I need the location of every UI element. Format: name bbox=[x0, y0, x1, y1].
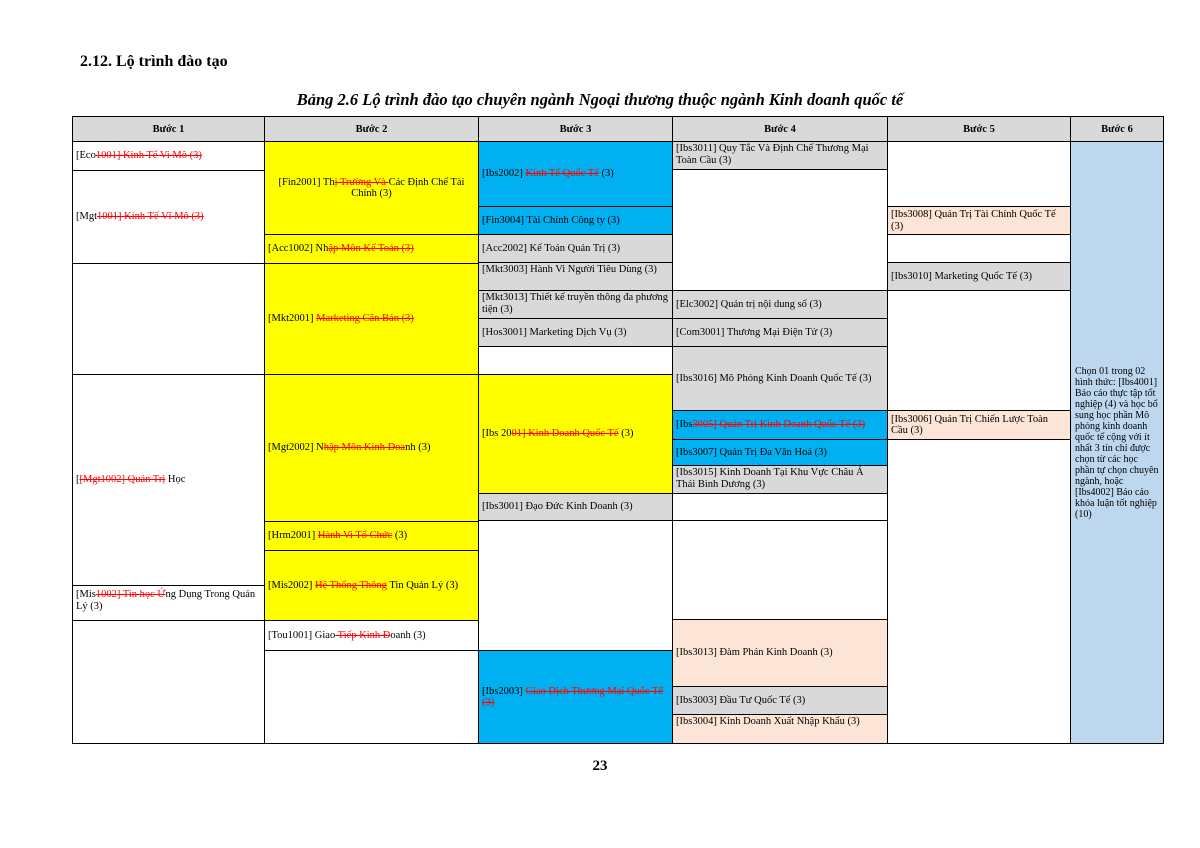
struck-text: 1001] Kinh Tế Vi Mô (3) bbox=[95, 150, 202, 162]
course-text-part: [Ibs3003] Đầu Tư Quốc Tế (3) bbox=[676, 694, 806, 706]
course-text bbox=[482, 501, 633, 513]
struck-text: Giao Dịch Thương Mại Quốc Tế (3) bbox=[482, 685, 664, 708]
header-step-2: Bước 2 bbox=[264, 116, 479, 142]
course-text-part: Học bbox=[165, 474, 186, 486]
course-text bbox=[676, 716, 860, 728]
empty-cell bbox=[672, 169, 888, 291]
course-cell bbox=[264, 234, 479, 264]
course-text-part: oanh (3) bbox=[390, 629, 426, 641]
course-cell bbox=[887, 262, 1071, 291]
course-text-part: [Ibs bbox=[676, 419, 693, 431]
course-text bbox=[482, 428, 633, 440]
course-text-part: [Mkt2001] bbox=[268, 313, 317, 325]
empty-cell bbox=[72, 620, 265, 744]
course-cell bbox=[672, 141, 888, 170]
course-text-part: [Fin3004] Tài Chính Công ty (3) bbox=[482, 214, 620, 226]
course-text bbox=[76, 150, 202, 162]
course-text bbox=[676, 373, 872, 385]
empty-cell bbox=[672, 520, 888, 620]
empty-cell bbox=[478, 520, 673, 651]
course-text bbox=[891, 414, 1067, 437]
course-cell bbox=[478, 206, 673, 235]
struck-text: Marketing Căn Bản (3) bbox=[316, 313, 414, 325]
course-cell bbox=[672, 346, 888, 411]
course-text-part: (3) bbox=[392, 530, 408, 542]
course-text bbox=[76, 474, 185, 486]
section-title: 2.12. Lộ trình đào tạo bbox=[80, 53, 228, 70]
course-text-part: [Fin2001] Th bbox=[278, 176, 335, 188]
course-text bbox=[268, 243, 414, 255]
course-text bbox=[268, 580, 458, 592]
course-text bbox=[676, 447, 827, 459]
training-roadmap-table bbox=[72, 116, 1164, 744]
course-text bbox=[76, 589, 261, 612]
course-cell bbox=[672, 686, 888, 715]
course-text bbox=[1075, 366, 1159, 520]
course-text-part: Chọn 01 trong 02 hình thức: [Ibs4001] Báo cáo thực tập tốt nghiệp (4) và học bổ sung học phần Mô phỏng kinh doanh quốc tế cộng với ít nhất 3 tín chỉ được chọn từ các học phần tự chọn chuyên ngành, hoặc [Ibs4002] Báo cáo khóa luận tốt nghiệp (10) bbox=[1075, 365, 1159, 520]
course-text-part: [Ibs 20 bbox=[482, 428, 512, 440]
course-text-part: [Hrm2001] bbox=[268, 530, 318, 542]
course-cell bbox=[1070, 141, 1164, 744]
struck-text: ập Môn Kế Toán (3) bbox=[328, 243, 414, 255]
course-text bbox=[676, 299, 822, 311]
course-text-part: [Mgt bbox=[76, 211, 97, 223]
course-text-part: [Ibs3001] Đạo Đức Kinh Doanh (3) bbox=[482, 501, 633, 513]
course-cell bbox=[478, 650, 673, 744]
course-cell bbox=[887, 410, 1071, 440]
course-text-part: [Hos3001] Marketing Dịch Vụ (3) bbox=[482, 326, 627, 338]
course-text bbox=[76, 211, 204, 223]
course-text bbox=[482, 168, 614, 180]
course-text bbox=[482, 215, 620, 227]
course-text-part: [Elc3002] Quản trị nội dung số (3) bbox=[676, 298, 822, 310]
course-text bbox=[891, 209, 1067, 232]
course-cell bbox=[478, 493, 673, 521]
empty-cell bbox=[264, 650, 479, 744]
course-text bbox=[482, 292, 669, 315]
course-text bbox=[482, 264, 657, 276]
course-cell bbox=[478, 262, 673, 291]
course-text-part: [Ibs3007] Quản Trị Đa Văn Hoá (3) bbox=[676, 446, 827, 458]
empty-cell bbox=[672, 493, 888, 521]
course-text bbox=[482, 686, 669, 709]
course-text bbox=[268, 530, 407, 542]
course-text-part: [Acc2002] Kế Toán Quản Trị (3) bbox=[482, 242, 621, 254]
course-text-part: [Ibs2003] bbox=[482, 685, 526, 697]
course-cell bbox=[264, 620, 479, 651]
course-cell bbox=[478, 290, 673, 319]
struck-text: 3005] Quản Trị Kinh Doanh Quốc Tế (3) bbox=[692, 419, 866, 431]
empty-cell bbox=[72, 263, 265, 375]
course-text-part: [Ibs3011] Quy Tắc Và Định Chế Thương Mại Toàn Cầu (3) bbox=[676, 143, 869, 166]
course-text-part: [Ibs3010] Marketing Quốc Tế (3) bbox=[891, 270, 1032, 282]
course-cell bbox=[478, 141, 673, 207]
course-cell bbox=[672, 465, 888, 494]
struck-text: hập Môn Kinh Doa bbox=[323, 442, 406, 454]
course-cell bbox=[478, 318, 673, 347]
course-cell bbox=[264, 263, 479, 375]
course-text-part: [Tou1001] Giao bbox=[268, 629, 336, 641]
course-text bbox=[676, 647, 833, 659]
course-cell bbox=[672, 714, 888, 744]
course-cell bbox=[264, 521, 479, 551]
course-text-part: nh (3) bbox=[405, 442, 431, 454]
course-text-part: [Acc1002] Nh bbox=[268, 243, 329, 255]
course-cell bbox=[72, 141, 265, 171]
course-cell bbox=[672, 318, 888, 347]
struck-text: Hệ Thống Thông bbox=[314, 579, 387, 591]
course-cell bbox=[72, 170, 265, 264]
empty-cell bbox=[887, 290, 1071, 411]
course-text bbox=[268, 630, 426, 642]
course-text-part: Các Định Chế Tài Chính (3) bbox=[351, 176, 465, 199]
struck-text: 1002] Tin học Ứ bbox=[95, 589, 166, 600]
course-text-part: ng Dụng Trong Quản Lý (3) bbox=[76, 589, 256, 612]
course-cell bbox=[264, 550, 479, 621]
struck-text: Kinh Tế Quốc Tế bbox=[525, 168, 599, 180]
table-caption: Bảng 2.6 Lộ trình đào tạo chuyên ngành Ngoại thương thuộc ngành Kinh doanh quốc tế bbox=[296, 90, 904, 109]
struck-text: [Mgt1002] Quản Trị bbox=[79, 474, 166, 486]
header-step-1: Bước 1 bbox=[72, 116, 265, 142]
course-cell bbox=[672, 290, 888, 319]
course-text-part: Tin Quản Lý (3) bbox=[386, 579, 459, 591]
course-cell bbox=[672, 410, 888, 440]
course-text bbox=[676, 467, 884, 490]
course-cell bbox=[672, 439, 888, 466]
course-text-part: [Eco bbox=[76, 150, 96, 162]
course-text-part: [Ibs3004] Kinh Doanh Xuất Nhập Khẩu (3) bbox=[676, 716, 860, 727]
course-text-part: (3) bbox=[618, 428, 634, 440]
course-text-part: [Ibs3008] Quản Trị Tài Chính Quốc Tế (3) bbox=[891, 209, 1056, 232]
struck-text: 01] Kinh Doanh Quốc Tế bbox=[511, 428, 619, 440]
struck-text: Tiếp Kinh Đ bbox=[335, 629, 391, 641]
course-text bbox=[268, 177, 475, 200]
course-text bbox=[268, 313, 414, 325]
empty-cell bbox=[887, 234, 1071, 263]
course-text-part: [Ibs3015] Kinh Doanh Tại Khu Vực Châu Á Thái Bình Dương (3) bbox=[676, 467, 864, 490]
course-text bbox=[268, 442, 430, 454]
page-number: 23 bbox=[592, 758, 608, 774]
course-cell bbox=[672, 619, 888, 687]
header-step-6: Bước 6 bbox=[1070, 116, 1164, 142]
course-text-part: [Mis bbox=[76, 589, 96, 600]
course-cell bbox=[887, 206, 1071, 235]
course-cell bbox=[264, 374, 479, 522]
course-cell bbox=[478, 234, 673, 263]
struck-text: Hành Vi Tổ Chức bbox=[317, 530, 393, 542]
course-text bbox=[482, 243, 620, 255]
course-text-part: [Mkt3003] Hành Vi Người Tiêu Dùng (3) bbox=[482, 264, 657, 275]
course-text-part: [Ibs2002] bbox=[482, 168, 526, 180]
course-text bbox=[676, 695, 805, 707]
course-text bbox=[482, 327, 626, 339]
header-step-5: Bước 5 bbox=[887, 116, 1071, 142]
course-text-part: [ bbox=[76, 474, 80, 486]
course-text-part: [Mis2002] bbox=[268, 579, 315, 591]
course-text bbox=[676, 327, 832, 339]
empty-cell bbox=[478, 346, 673, 375]
course-text-part: [Com3001] Thương Mại Điện Tử (3) bbox=[676, 326, 833, 338]
course-text bbox=[891, 271, 1032, 283]
empty-cell bbox=[887, 141, 1071, 207]
course-cell bbox=[72, 374, 265, 586]
course-text-part: (3) bbox=[598, 168, 614, 180]
course-text bbox=[676, 419, 865, 431]
course-text bbox=[676, 143, 884, 166]
header-step-3: Bước 3 bbox=[478, 116, 673, 142]
course-text-part: [Ibs3006] Quản Trị Chiến Lược Toàn Cầu (3) bbox=[891, 413, 1049, 436]
empty-cell bbox=[887, 439, 1071, 744]
struck-text: ị Trường Và bbox=[334, 176, 389, 188]
struck-text: 1001] Kinh Tế Vĩ Mô (3) bbox=[97, 211, 204, 223]
course-cell bbox=[72, 585, 265, 621]
course-cell bbox=[264, 141, 479, 235]
course-text-part: [Mgt2002] N bbox=[268, 442, 324, 454]
course-text-part: [Mkt3013] Thiết kế truyền thông đa phương tiện (3) bbox=[482, 292, 669, 315]
course-cell bbox=[478, 374, 673, 494]
course-text-part: [Ibs3016] Mô Phỏng Kinh Doanh Quốc Tế (3) bbox=[676, 372, 872, 384]
course-text-part: [Ibs3013] Đàm Phán Kinh Doanh (3) bbox=[676, 647, 833, 659]
header-step-4: Bước 4 bbox=[672, 116, 888, 142]
